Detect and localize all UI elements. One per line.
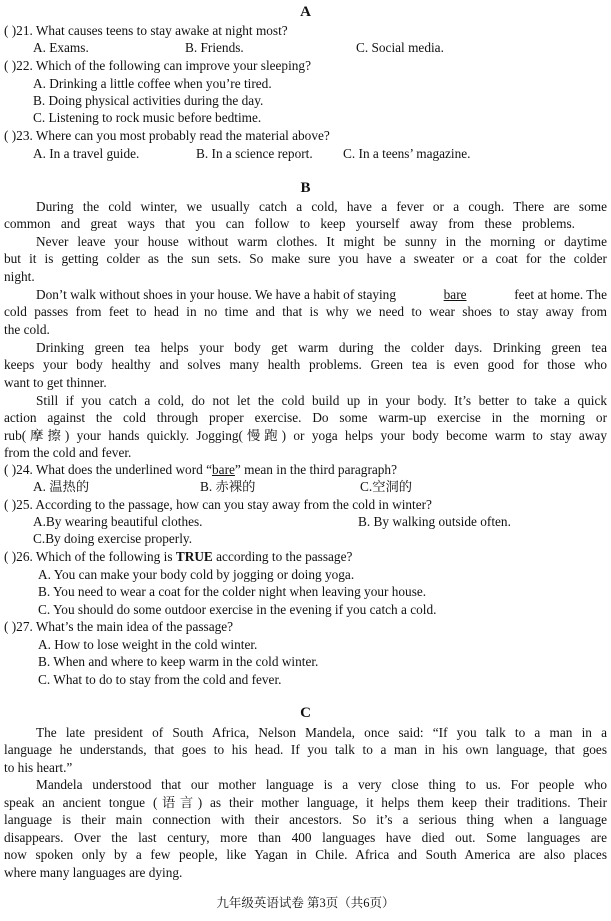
passage-b-line: common and great ways that you can follow to keep yourself away from these problems. bbox=[4, 216, 575, 231]
passage-c-line: Mandela understood that our mother language is a very close thing to us. For people who bbox=[36, 777, 607, 792]
q24-option-c: C.空洞的 bbox=[360, 479, 413, 494]
passage-b-line: the cold. bbox=[4, 322, 50, 337]
passage-b-line: rub(摩擦) your hands quickly. Jogging(慢跑) or yoga helps your body become warm to stay away bbox=[4, 428, 607, 443]
q23-option-a: A. In a travel guide. bbox=[33, 146, 140, 161]
passage-b-line: Still if you catch a cold, do not let the cold build up in your body. It’s better to take a quick bbox=[36, 393, 607, 408]
q24-stem-text: ” mean in the third paragraph? bbox=[234, 462, 397, 477]
underlined-word-bare: bare bbox=[443, 287, 467, 302]
q25-option-a: A.By wearing beautiful clothes. bbox=[33, 514, 203, 529]
q23-option-b: B. In a science report. bbox=[196, 146, 313, 161]
passage-b-line: action against the cold through proper exercise. Do some warm-up exercise in the morning or bbox=[4, 410, 607, 425]
q26-option-c: C. You should do some outdoor exercise in the evening if you catch a cold. bbox=[38, 602, 437, 617]
q24-option-a: A. 温热的 bbox=[33, 479, 90, 494]
q22-option-b: B. Doing physical activities during the day. bbox=[33, 93, 264, 108]
passage-c-line: disappears. Over the last century, more than 400 languages have died out. Some languages are bbox=[4, 830, 607, 845]
q21-option-b: B. Friends. bbox=[185, 40, 244, 55]
passage-c-line: to his heart.” bbox=[4, 760, 73, 775]
page-footer: 九年级英语试卷 第3页（共6页） bbox=[216, 896, 395, 910]
passage-c-line: now spoken only by a few people, like Yagan in Chile. Africa and South America are also places bbox=[4, 847, 607, 862]
passage-b-line: Never leave your house without warm clothes. It might be sunny in the morning or daytime bbox=[36, 234, 607, 249]
q23-option-c: C. In a teens’ magazine. bbox=[343, 146, 471, 161]
passage-c-line: The late president of South Africa, Nelson Mandela, once said: “If you talk to a man in a bbox=[36, 725, 607, 740]
question-27-stem: ( )27. What’s the main idea of the passage? bbox=[4, 619, 234, 634]
question-25-stem: ( )25. According to the passage, how can you stay away from the cold in winter? bbox=[4, 497, 432, 512]
q26-bold-word: TRUE bbox=[175, 549, 213, 564]
question-22-stem: ( )22. Which of the following can improve your sleeping? bbox=[4, 58, 311, 73]
q27-option-b: B. When and where to keep warm in the cold winter. bbox=[38, 654, 319, 669]
passage-b-text: feet at home. The bbox=[514, 287, 607, 302]
passage-c-line: language he understands, that goes to his head. If you talk to a man in his own language, that goes bbox=[4, 742, 607, 757]
q26-option-a: A. You can make your body cold by jogging or doing yoga. bbox=[38, 567, 355, 582]
q24-stem-text: ( )24. What does the underlined word “ bbox=[4, 462, 213, 477]
question-21-stem: ( )21. What causes teens to stay awake at night most? bbox=[4, 23, 288, 38]
q22-option-a: A. Drinking a little coffee when you’re tired. bbox=[33, 76, 272, 91]
section-b-title: B bbox=[300, 180, 311, 196]
passage-c-line: where many languages are dying. bbox=[4, 865, 183, 880]
passage-b-line: night. bbox=[4, 269, 35, 284]
q27-option-c: C. What to do to stay from the cold and fever. bbox=[38, 672, 282, 687]
passage-b-line: During the cold winter, we usually catch a cold, have a fever or a cough. There are some bbox=[36, 199, 607, 214]
passage-b-line: keeps your body healthy and solves many health problems. Green tea is even good for those who bbox=[4, 357, 607, 372]
q25-option-b: B. By walking outside often. bbox=[358, 514, 511, 529]
passage-b-line: from the cold and fever. bbox=[4, 445, 132, 460]
passage-b-text: Don’t walk without shoes in your house. We have a habit of staying bbox=[36, 287, 396, 302]
question-26-stem bbox=[4, 548, 611, 565]
q25-option-c: C.By doing exercise properly. bbox=[33, 531, 193, 546]
question-24-stem bbox=[4, 461, 611, 478]
passage-b-line: Drinking green tea helps your body get warm during the colder days. Drinking green tea bbox=[36, 340, 607, 355]
passage-c-line: language is their main connection with their ancestors. So it’s a serious thing when a language bbox=[4, 812, 607, 827]
q27-option-a: A. How to lose weight in the cold winter. bbox=[38, 637, 258, 652]
q26-stem-text: ( )26. Which of the following is bbox=[4, 549, 176, 564]
passage-b-line: cold passes from feet to head in no time and that is why we need to wear shoes to stay away from bbox=[4, 304, 607, 319]
q24-option-b: B. 赤裸的 bbox=[200, 479, 256, 494]
section-c-title: C bbox=[300, 705, 311, 721]
q22-option-c: C. Listening to rock music before bedtime. bbox=[33, 110, 262, 125]
section-a-title: A bbox=[300, 4, 311, 20]
question-23-stem: ( )23. Where can you most probably read the material above? bbox=[4, 128, 330, 143]
q24-underlined-word: bare bbox=[212, 462, 235, 477]
q26-stem-text: according to the passage? bbox=[212, 549, 353, 564]
passage-b-line-underline bbox=[36, 286, 607, 303]
passage-c-line: speak an ancient tongue (语言) as their mother language, it helps them keep their traditions. Their bbox=[4, 795, 607, 810]
q21-option-a: A. Exams. bbox=[33, 40, 89, 55]
q21-option-c: C. Social media. bbox=[356, 40, 444, 55]
passage-b-line: but it is getting colder as the sun sets. So make sure you have a sweater or a coat for the colder bbox=[4, 251, 607, 266]
q26-option-b: B. You need to wear a coat for the colder night when leaving your house. bbox=[38, 584, 427, 599]
passage-b-line: want to get thinner. bbox=[4, 375, 107, 390]
